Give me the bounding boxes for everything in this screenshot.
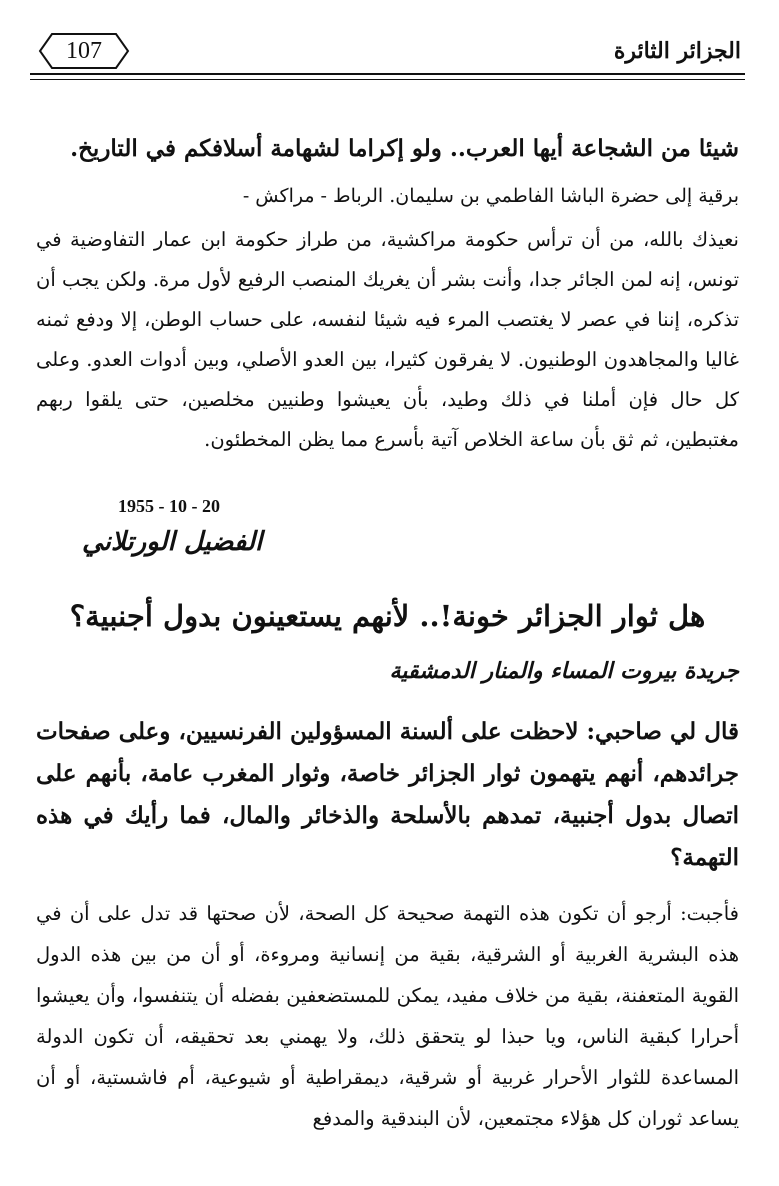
letter-lead: شيئا من الشجاعة أيها العرب.. ولو إكراما لشهامة أسلافكم في التاريخ. — [70, 135, 739, 162]
header-rule-thick — [30, 73, 745, 75]
running-title: الجزائر الثائرة — [613, 38, 741, 64]
article-answer: فأجبت: أرجو أن تكون هذه التهمة صحيحة كل الصحة، لأن صحتها قد تدل على أن في هذه البشرية الغربية أو الشرقية، بقية من إنسانية ومروءة، أو أن من بين هذه الدول القوية المتعفنة، بقية من خلاف مفيد، يمكن للمستضعفين بفضله أن يتنفسوا، وأن يعيشوا أحرارا كبقية الناس، ويا حبذا لو يتحقق ذلك، ولا يهمني بعد تحقيقه، أن تكون الدولة المساعدة للثوار الأحرار غربية أو شرقية، ديمقراطية أو شيوعية، أم فاشستية، أو أن يساعد ثوران كل هؤلاء مجتمعين، لأن البندقية والمدفع — [36, 902, 739, 1130]
page-content — [36, 128, 739, 1139]
letter-addressee: برقية إلى حضرة الباشا الفاطمي بن سليمان. الرباط - مراكش - — [242, 185, 739, 207]
letter-date: 1955 - 10 - 20 — [118, 496, 220, 516]
article-title: هل ثوار الجزائر خونة!.. لأنهم يستعينون بدول أجنبية؟ — [69, 599, 706, 633]
letter-body: نعيذك بالله، من أن ترأس حكومة مراكشية، من طراز حكومة ابن عمار التفاوضية في تونس، إنه لمن الجائر جدا، وأنت بشر أن يغريك المنصب الرفيع لأول مرة. ولكن يجب أن تذكره، إننا في عصر لا يغتصب المرء فيه شيئا لنفسه، على حساب الوطن، إلا ودفع ثمنه غاليا والمجاهدون الوطنيون. لا يفرقون كثيرا، بين العدو الأصلي، وبين أدوات العدو. وعلى كل حال فإن أملنا في ذلك وطيد، بأن يعيشوا وطنيين مخلصين، حتى يلقوا ربهم مغتبطين، ثم ثق بأن ساعة الخلاص آتية بأسرع مما يظن المخطئون. — [36, 228, 739, 451]
letter-signature: الفضيل الورتلاني — [82, 527, 263, 557]
article-source: جريدة بيروت المساء والمنار الدمشقية — [389, 658, 739, 684]
page-number: 107 — [66, 38, 102, 64]
page-header — [30, 28, 745, 78]
page-number-badge — [38, 32, 130, 70]
header-rule-thin — [30, 79, 745, 80]
article-question: قال لي صاحبي: لاحظت على ألسنة المسؤولين الفرنسيين، وعلى صفحات جرائدهم، أنهم يتهمون ثوار الجزائر خاصة، وثوار المغرب عامة، بأنهم على اتصال بدول أجنبية، تمدهم بالأسلحة والذخائر والمال، فما رأيك في هذه التهمة؟ — [36, 718, 739, 871]
